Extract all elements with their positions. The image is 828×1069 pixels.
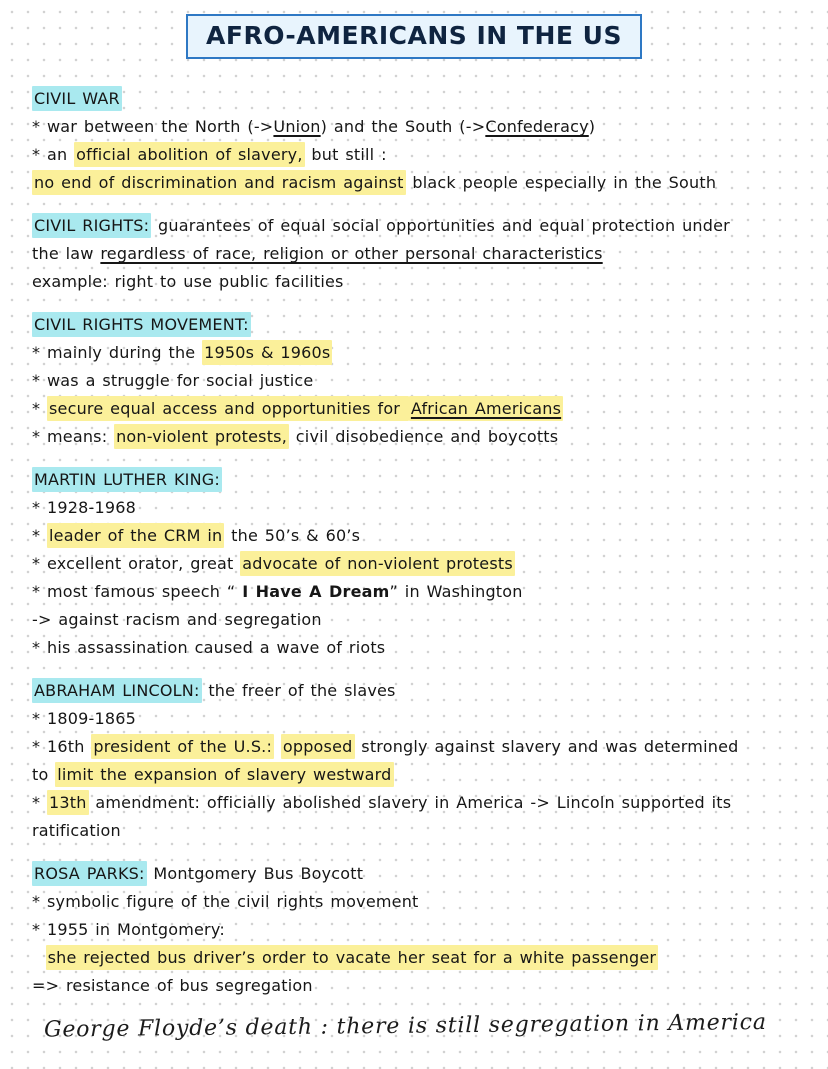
- note-section-civil-rights-movement: [32, 311, 798, 451]
- highlighted-text: president of the U.S.:: [91, 734, 274, 759]
- note-line: [32, 761, 798, 789]
- note-line: [32, 423, 798, 451]
- note-line: [32, 817, 798, 845]
- highlighted-text: leader of the CRM in: [47, 523, 224, 548]
- note-line: [32, 466, 798, 494]
- highlighted-text: CIVIL WAR: [32, 86, 122, 111]
- note-line: [32, 860, 798, 888]
- highlighted-text: no end of discrimination and racism against: [32, 170, 406, 195]
- note-text: * 1809-1865: [32, 709, 136, 728]
- note-line: [32, 141, 798, 169]
- title-container: [0, 0, 828, 59]
- note-section-abraham-lincoln: [32, 677, 798, 845]
- note-text: amendment: officially abolished slavery in America -> Lincoln supported its: [88, 793, 732, 812]
- highlighted-text: limit the expansion of slavery westward: [55, 762, 393, 787]
- highlighted-text: CIVIL RIGHTS MOVEMENT:: [32, 312, 251, 337]
- note-text: * symbolic figure of the civil rights movement: [32, 892, 419, 911]
- note-line: [32, 578, 798, 606]
- note-line: [32, 212, 798, 240]
- note-text: * his assassination caused a wave of riots: [32, 638, 386, 657]
- note-line: [32, 733, 798, 761]
- note-text: * an: [32, 145, 75, 164]
- highlighted-text: advocate of non-violent protests: [240, 551, 515, 576]
- note-line: [32, 367, 798, 395]
- note-text: the freer of the slaves: [201, 681, 396, 700]
- note-line: [32, 634, 798, 662]
- note-text: ): [588, 117, 596, 136]
- note-text: * excellent orator, great: [32, 554, 241, 573]
- note-text: example: right to use public facilities: [32, 272, 344, 291]
- note-text: black people especially in the South: [405, 173, 717, 192]
- highlighted-text: CIVIL RIGHTS:: [32, 213, 151, 238]
- note-text: the 50’s & 60’s: [224, 526, 361, 545]
- note-section-civil-rights: [32, 212, 798, 296]
- note-line: [32, 916, 798, 944]
- page-title: AFRO-AMERICANS IN THE US: [186, 14, 642, 59]
- note-text: * war between the North (->: [32, 117, 274, 136]
- note-text: * most famous speech “: [32, 582, 243, 601]
- note-text: -> against racism and segregation: [32, 610, 322, 629]
- underlined-text: Union: [273, 117, 321, 136]
- note-text: *: [32, 793, 47, 812]
- note-text: * means:: [32, 427, 115, 446]
- note-text: *: [32, 399, 47, 418]
- highlighted-text: ABRAHAM LINCOLN:: [32, 678, 202, 703]
- note-line: [32, 240, 798, 268]
- note-text: * 1928-1968: [32, 498, 136, 517]
- underlined-text: regardless of race, religion or other personal characteristics: [100, 244, 603, 263]
- underlined-text: Confederacy: [485, 117, 589, 136]
- note-section-rosa-parks: [32, 860, 798, 1000]
- note-line: [32, 169, 798, 197]
- note-line: [32, 888, 798, 916]
- highlighted-text: secure equal access and opportunities for: [47, 396, 409, 421]
- note-text: * 1955 in Montgomery:: [32, 920, 225, 939]
- highlighted-text: African Americans: [409, 396, 563, 421]
- note-text: to: [32, 765, 56, 784]
- note-line: [32, 339, 798, 367]
- note-text: the law: [32, 244, 101, 263]
- note-section-martin-luther-king: [32, 466, 798, 662]
- note-line: [32, 113, 798, 141]
- note-text: * mainly during the: [32, 343, 203, 362]
- note-line: [32, 677, 798, 705]
- note-text: I Have A Dream: [242, 582, 390, 601]
- note-text: strongly against slavery and was determined: [354, 737, 739, 756]
- highlighted-text: 13th: [47, 790, 89, 815]
- note-line: [32, 789, 798, 817]
- highlighted-text: MARTIN LUTHER KING:: [32, 467, 222, 492]
- note-text: ratification: [32, 821, 121, 840]
- note-line: [32, 311, 798, 339]
- highlighted-text: 1950s & 1960s: [202, 340, 332, 365]
- note-line: [32, 494, 798, 522]
- note-line: [32, 395, 798, 423]
- note-text: * 16th: [32, 737, 92, 756]
- note-text: ) and the South (->: [320, 117, 486, 136]
- note-text: [32, 948, 46, 967]
- note-line: [32, 550, 798, 578]
- note-text: * was a struggle for social justice: [32, 371, 314, 390]
- notes-body: [0, 59, 828, 1000]
- note-text: ” in Washington: [389, 582, 523, 601]
- note-line: [32, 944, 798, 972]
- note-text: => resistance of bus segregation: [32, 976, 313, 995]
- note-text: *: [32, 526, 47, 545]
- note-section-civil-war: [32, 85, 798, 197]
- note-line: [32, 972, 798, 1000]
- note-text: Montgomery Bus Boycott: [146, 864, 364, 883]
- note-line: [32, 268, 798, 296]
- note-text: guarantees of equal social opportunities and equal protection under: [151, 216, 730, 235]
- highlighted-text: official abolition of slavery,: [74, 142, 305, 167]
- note-text: but still :: [304, 145, 387, 164]
- note-line: [32, 606, 798, 634]
- note-line: [32, 85, 798, 113]
- highlighted-text: she rejected bus driver’s order to vacate her seat for a white passenger: [46, 945, 659, 970]
- highlighted-text: non-violent protests,: [114, 424, 289, 449]
- highlighted-text: ROSA PARKS:: [32, 861, 147, 886]
- handwritten-note: George Floyde’s death : there is still segregation in America: [43, 1009, 767, 1043]
- note-text: civil disobedience and boycotts: [289, 427, 559, 446]
- note-line: [32, 705, 798, 733]
- highlighted-text: opposed: [281, 734, 355, 759]
- note-text: [274, 737, 281, 756]
- note-line: [32, 522, 798, 550]
